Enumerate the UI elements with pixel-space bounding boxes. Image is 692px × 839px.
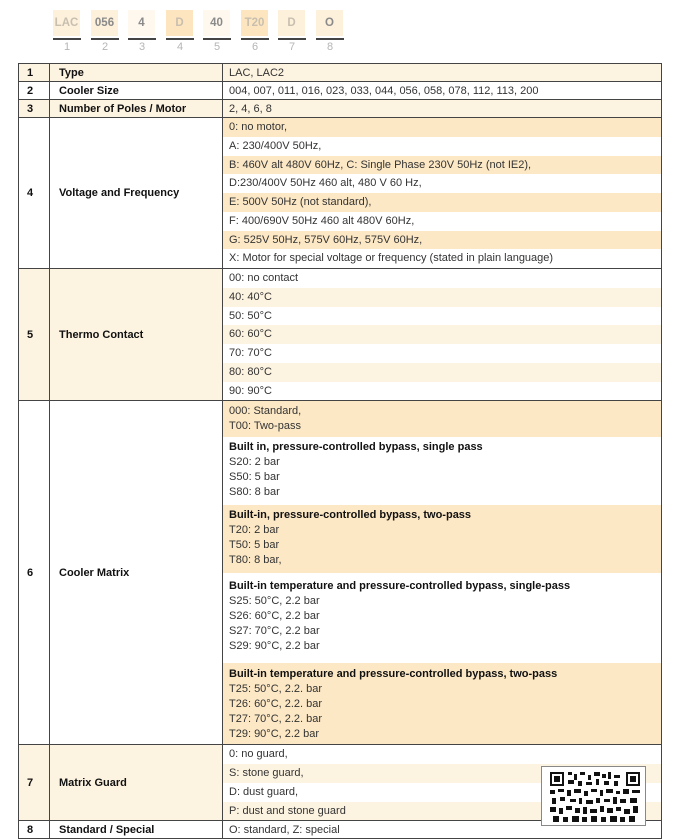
group-heading: Built-in, pressure-controlled bypass, two-pass: [229, 509, 472, 522]
option: T26: 60°C, 2.2. bar: [229, 698, 323, 711]
option: T29: 90°C, 2.2 bar: [229, 728, 320, 741]
option: 70: 70°C: [223, 344, 661, 363]
option: S29: 90°C, 2.2 bar: [229, 640, 320, 653]
option: S: stone guard,: [223, 764, 661, 783]
qr-code-icon[interactable]: [541, 766, 646, 826]
option: T80: 8 bar,: [229, 554, 282, 567]
option: 80: 80°C: [223, 363, 661, 382]
table-row-voltage: [19, 118, 662, 269]
row-label: Matrix Guard: [50, 745, 223, 821]
code-box-3: 4: [128, 10, 155, 36]
row-options: [223, 269, 662, 401]
row-label: Standard / Special: [50, 821, 223, 839]
option-group: [223, 663, 661, 744]
option: E: 500V 50Hz (not standard),: [223, 193, 661, 212]
option: T20: 2 bar: [229, 524, 280, 537]
option: 0: no motor,: [223, 118, 661, 137]
option: S25: 50°C, 2.2 bar: [229, 595, 320, 608]
row-number: 6: [19, 401, 50, 745]
table-row-cooler-matrix: [19, 401, 662, 745]
code-position: 8: [326, 41, 334, 53]
option-group: [223, 573, 661, 663]
code-box-7: D: [278, 10, 305, 36]
row-number: 3: [19, 100, 50, 118]
option: T50: 5 bar: [229, 539, 280, 552]
code-box-2: 056: [91, 10, 118, 36]
code-position: 5: [213, 41, 221, 53]
option: T27: 70°C, 2.2. bar: [229, 713, 323, 726]
option: S26: 60°C, 2.2 bar: [229, 610, 320, 623]
row-label: Cooler Size: [50, 82, 223, 100]
option: X: Motor for special voltage or frequency (stated in plain language): [223, 249, 661, 268]
type-code-header: [0, 0, 692, 60]
table-row-poles: [19, 100, 662, 118]
row-number: 7: [19, 745, 50, 821]
row-value: O: standard, Z: special: [223, 821, 662, 839]
code-underline: [241, 38, 269, 40]
code-position: 6: [251, 41, 259, 53]
code-box-8: O: [316, 10, 343, 36]
option: 90: 90°C: [223, 382, 661, 401]
code-underline: [316, 38, 344, 40]
row-number: 8: [19, 821, 50, 839]
row-label: Thermo Contact: [50, 269, 223, 401]
option: T00: Two-pass: [229, 420, 301, 433]
option: B: 460V alt 480V 60Hz, C: Single Phase 230V 50Hz (not IE2),: [223, 156, 661, 175]
row-value: 004, 007, 011, 016, 023, 033, 044, 056, 058, 078, 112, 113, 200: [223, 82, 662, 100]
row-label: Number of Poles / Motor: [50, 100, 223, 118]
row-number: 1: [19, 64, 50, 82]
code-box-4: D: [166, 10, 193, 36]
option: 40: 40°C: [223, 288, 661, 307]
option: S80: 8 bar: [229, 486, 280, 499]
table-row-type: [19, 64, 662, 82]
code-underline: [203, 38, 231, 40]
option: 000: Standard,: [229, 405, 302, 418]
row-value: 2, 4, 6, 8: [223, 100, 662, 118]
code-underline: [166, 38, 194, 40]
code-position: 4: [176, 41, 184, 53]
row-label: Cooler Matrix: [50, 401, 223, 745]
code-underline: [128, 38, 156, 40]
code-box-1: LAC: [53, 10, 80, 36]
option: S20: 2 bar: [229, 456, 280, 469]
qr-code-pattern: [550, 772, 640, 822]
option-group: [223, 505, 661, 573]
code-underline: [53, 38, 81, 40]
row-label: Type: [50, 64, 223, 82]
code-box-6: T20: [241, 10, 268, 36]
row-label: Voltage and Frequency: [50, 118, 223, 269]
option: A: 230/400V 50Hz,: [223, 137, 661, 156]
code-position: 1: [63, 41, 71, 53]
option: T25: 50°C, 2.2. bar: [229, 683, 323, 696]
option: 60: 60°C: [223, 325, 661, 344]
row-value: LAC, LAC2: [223, 64, 662, 82]
group-heading: Built in, pressure-controlled bypass, single pass: [229, 441, 483, 454]
option-group: [223, 437, 661, 505]
option-group: [223, 401, 661, 437]
option: S27: 70°C, 2.2 bar: [229, 625, 320, 638]
code-position: 2: [101, 41, 109, 53]
row-options: [223, 401, 662, 745]
group-heading: Built-in temperature and pressure-controlled bypass, two-pass: [229, 668, 558, 681]
row-number: 5: [19, 269, 50, 401]
option: F: 400/690V 50Hz 460 alt 480V 60Hz,: [223, 212, 661, 231]
table-row-thermo-contact: [19, 269, 662, 401]
option: D: dust guard,: [223, 783, 661, 802]
group-heading: Built-in temperature and pressure-controlled bypass, single-pass: [229, 580, 571, 593]
code-underline: [278, 38, 306, 40]
row-number: 2: [19, 82, 50, 100]
code-position: 7: [288, 41, 296, 53]
option: 50: 50°C: [223, 307, 661, 326]
option: D:230/400V 50Hz 460 alt, 480 V 60 Hz,: [223, 174, 661, 193]
option: P: dust and stone guard: [223, 802, 661, 821]
row-number: 4: [19, 118, 50, 269]
code-underline: [91, 38, 119, 40]
type-code-table: [18, 63, 662, 839]
code-box-5: 40: [203, 10, 230, 36]
code-position: 3: [138, 41, 146, 53]
option: G: 525V 50Hz, 575V 60Hz, 575V 60Hz,: [223, 231, 661, 250]
option: S50: 5 bar: [229, 471, 280, 484]
option: 00: no contact: [223, 269, 661, 288]
table-row-cooler-size: [19, 82, 662, 100]
option: 0: no guard,: [223, 745, 661, 764]
row-options: [223, 118, 662, 269]
